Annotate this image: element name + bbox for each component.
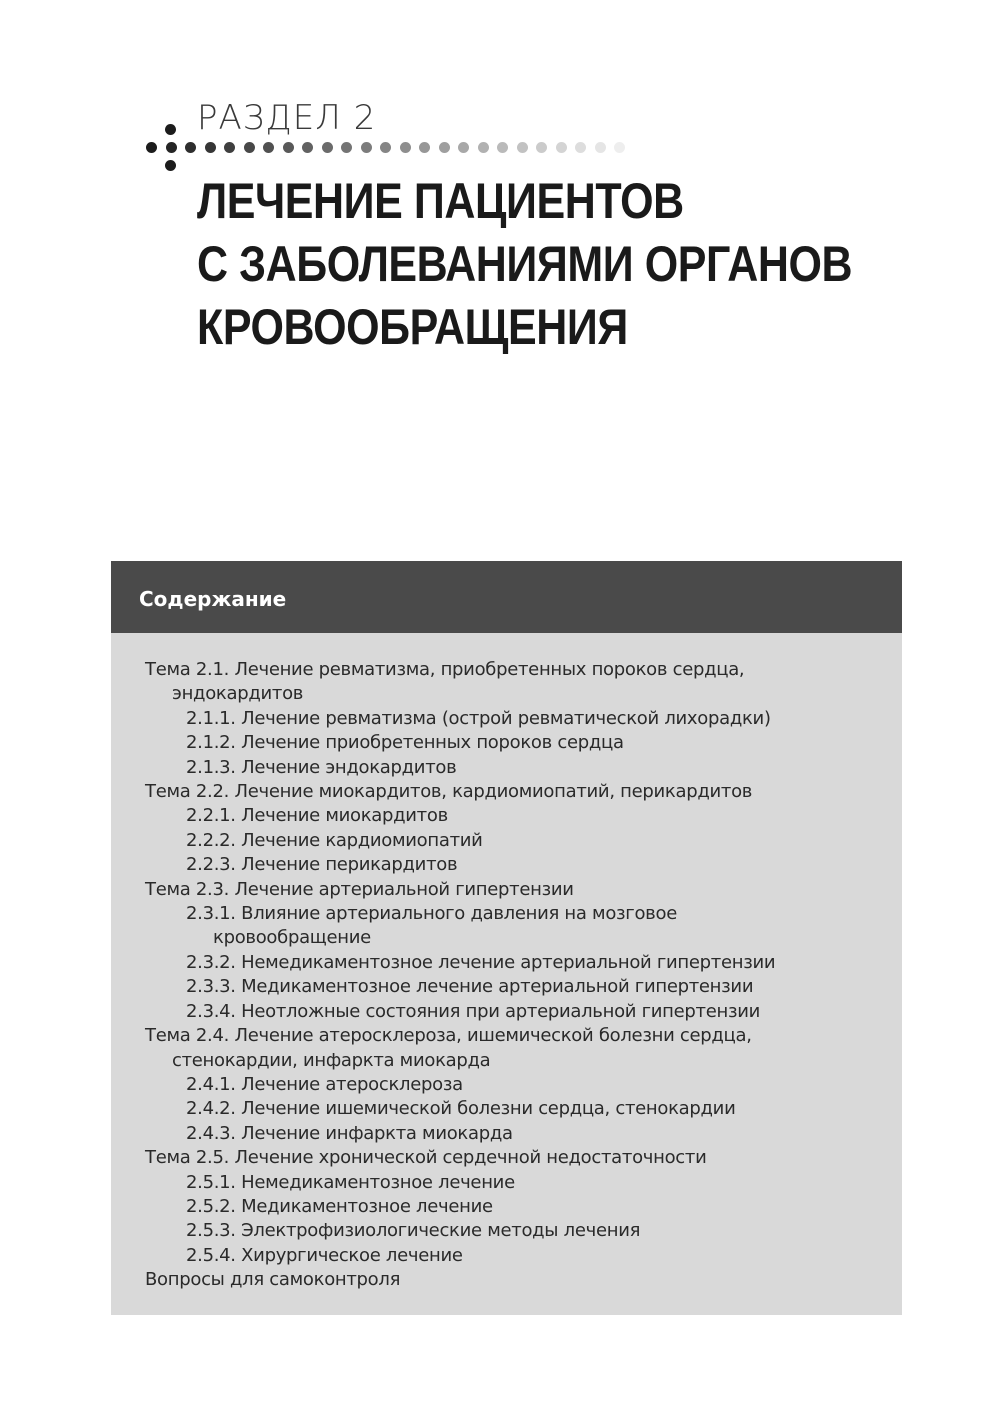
ornament-dot: [497, 142, 508, 153]
ornament-dot: [614, 142, 625, 153]
toc-list: [145, 658, 885, 1293]
toc-item: Вопросы для самоконтроля: [145, 1269, 401, 1291]
toc-item: 2.3.4. Неотложные состояния при артериальной гипертензии: [186, 1000, 761, 1022]
ornament-dot-bottom: [165, 160, 176, 171]
toc-item: 2.1.1. Лечение ревматизма (острой ревматической лихорадки): [186, 707, 771, 729]
ornament-dot: [166, 142, 177, 153]
ornament-dot: [322, 142, 333, 153]
toc-item: Тема 2.2. Лечение миокардитов, кардиомиопатий, перикардитов: [145, 781, 753, 803]
ornament-dot: [575, 142, 586, 153]
toc-item: 2.5.1. Немедикаментозное лечение: [186, 1171, 515, 1193]
ornament-dot: [536, 142, 547, 153]
section-label: РАЗДЕЛ 2: [197, 98, 377, 138]
ornament-dot-top: [165, 124, 176, 135]
ornament-dot: [517, 142, 528, 153]
ornament-dot: [439, 142, 450, 153]
toc-item: 2.4.1. Лечение атеросклероза: [186, 1073, 463, 1095]
title-line: КРОВООБРАЩЕНИЯ: [197, 299, 628, 355]
ornament-dot: [400, 142, 411, 153]
toc-item: стенокардии, инфаркта миокарда: [172, 1049, 491, 1071]
ornament-dot: [283, 142, 294, 153]
ornament-dot: [556, 142, 567, 153]
ornament-dot: [224, 142, 235, 153]
ornament-dot: [595, 142, 606, 153]
toc-item: 2.3.3. Медикаментозное лечение артериальной гипертензии: [186, 976, 754, 998]
ornament-dot: [244, 142, 255, 153]
toc-item: эндокардитов: [172, 683, 304, 705]
toc-item: Тема 2.3. Лечение артериальной гипертензии: [145, 878, 574, 900]
toc-item: 2.1.3. Лечение эндокардитов: [186, 756, 457, 778]
ornament-dot: [361, 142, 372, 153]
toc-item: Тема 2.4. Лечение атеросклероза, ишемической болезни сердца,: [145, 1025, 752, 1047]
ornament-dot: [380, 142, 391, 153]
page-title: [197, 170, 852, 359]
ornament-dot: [478, 142, 489, 153]
ornament-dot: [419, 142, 430, 153]
toc-item: 2.5.2. Медикаментозное лечение: [186, 1195, 493, 1217]
ornament-dot: [341, 142, 352, 153]
toc-item: Тема 2.1. Лечение ревматизма, приобретенных пороков сердца,: [145, 659, 745, 680]
table-of-contents: [111, 561, 902, 1315]
toc-item: 2.3.1. Влияние артериального давления на мозговое: [186, 903, 677, 925]
toc-item: 2.2.3. Лечение перикардитов: [186, 854, 458, 876]
toc-item: 2.2.2. Лечение кардиомиопатий: [186, 829, 483, 851]
ornament-dot: [302, 142, 313, 153]
dots-row: [146, 142, 636, 154]
toc-item: 2.2.1. Лечение миокардитов: [186, 805, 448, 827]
title-line: ЛЕЧЕНИЕ ПАЦИЕНТОВ: [197, 173, 684, 229]
ornament-dot: [263, 142, 274, 153]
ornament-dot: [205, 142, 216, 153]
toc-item: 2.5.3. Электрофизиологические методы лечения: [186, 1220, 641, 1242]
toc-item: 2.4.2. Лечение ишемической болезни сердца, стенокардии: [186, 1098, 736, 1120]
toc-item: Тема 2.5. Лечение хронической сердечной недостаточности: [145, 1147, 707, 1169]
ornament-dot: [458, 142, 469, 153]
toc-item: 2.4.3. Лечение инфаркта миокарда: [186, 1122, 513, 1144]
ornament-dot: [185, 142, 196, 153]
toc-item: 2.3.2. Немедикаментозное лечение артериальной гипертензии: [186, 951, 776, 973]
toc-item: кровообращение: [213, 927, 371, 949]
toc-item: 2.1.2. Лечение приобретенных пороков сердца: [186, 732, 624, 754]
toc-item: 2.5.4. Хирургическое лечение: [186, 1244, 463, 1266]
title-line: С ЗАБОЛЕВАНИЯМИ ОРГАНОВ: [197, 236, 853, 292]
ornament-dot: [146, 142, 157, 153]
toc-heading: Содержание: [111, 561, 902, 633]
